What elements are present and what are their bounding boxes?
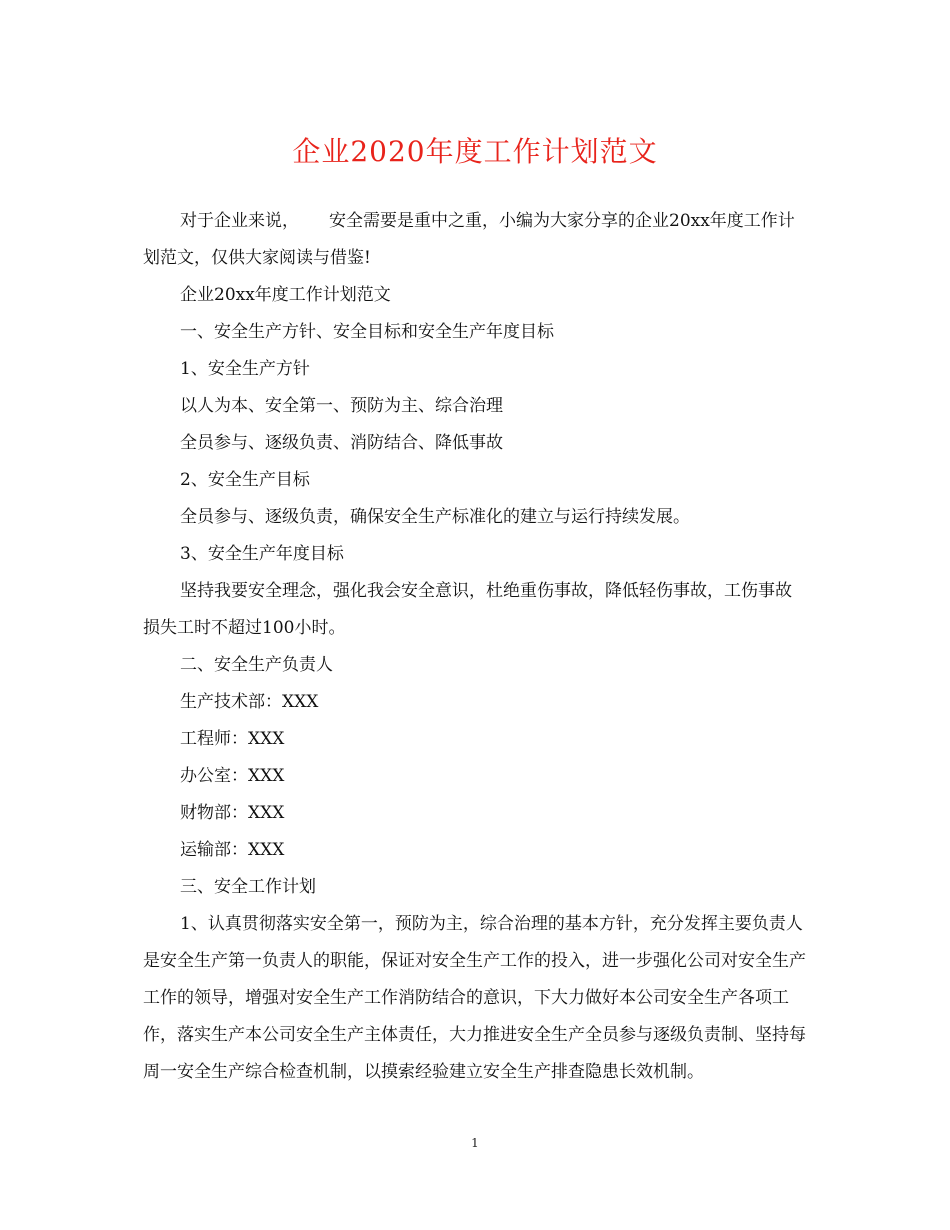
policy-line-1: 以人为本、安全第一、预防为主、综合治理 bbox=[180, 396, 503, 416]
page-number: 1 bbox=[471, 1136, 479, 1150]
responsible-item: 工程师：XXX bbox=[180, 729, 285, 749]
section-2-heading: 二、安全生产负责人 bbox=[180, 655, 333, 675]
responsible-item: 办公室：XXX bbox=[180, 766, 285, 786]
item-3-heading: 3、安全生产年度目标 bbox=[180, 544, 344, 564]
item-2-heading: 2、安全生产目标 bbox=[180, 470, 310, 490]
goal-paragraph: 坚持我要安全理念，强化我会安全意识，杜绝重伤事故，降低轻伤事故，工伤事故损失工时不超过100小时。 bbox=[143, 581, 792, 638]
responsible-item: 运输部：XXX bbox=[180, 840, 285, 860]
responsible-item: 财物部：XXX bbox=[180, 803, 285, 823]
intro-part-2: 安全需要是重中之重，小编为大家分享的企业20xx年度工作计划范文，仅供大家阅读与借鉴! bbox=[143, 211, 795, 268]
subtitle-line: 企业20xx年度工作计划范文 bbox=[180, 285, 391, 305]
target-line: 全员参与、逐级负责，确保安全生产标准化的建立与运行持续发展。 bbox=[180, 507, 690, 527]
section-3-heading: 三、安全工作计划 bbox=[180, 877, 316, 897]
item-1-heading: 1、安全生产方针 bbox=[180, 359, 310, 379]
intro-paragraph bbox=[143, 203, 807, 277]
responsible-item: 生产技术部：XXX bbox=[180, 692, 319, 712]
document-title: 企业2020年度工作计划范文 bbox=[292, 135, 658, 168]
intro-part-1: 对于企业来说， bbox=[180, 211, 299, 231]
policy-line-2: 全员参与、逐级负责、消防结合、降低事故 bbox=[180, 433, 503, 453]
plan-paragraph: 1、认真贯彻落实安全第一，预防为主，综合治理的基本方针，充分发挥主要负责人是安全生产第一负责人的职能，保证对安全生产工作的投入，进一步强化公司对安全生产工作的领导，增强对安全生产工作消防结合的意识，下大力做好本公司安全生产各项工作，落实生产本公司安全生产主体责任，大力推进安全生产全员参与逐级负责制、坚持每周一安全生产综合检查机制，以摸索经验建立安全生产排查隐患长效机制。 bbox=[143, 914, 806, 1082]
document-body bbox=[143, 203, 807, 1091]
section-1-heading: 一、安全生产方针、安全目标和安全生产年度目标 bbox=[180, 322, 554, 342]
